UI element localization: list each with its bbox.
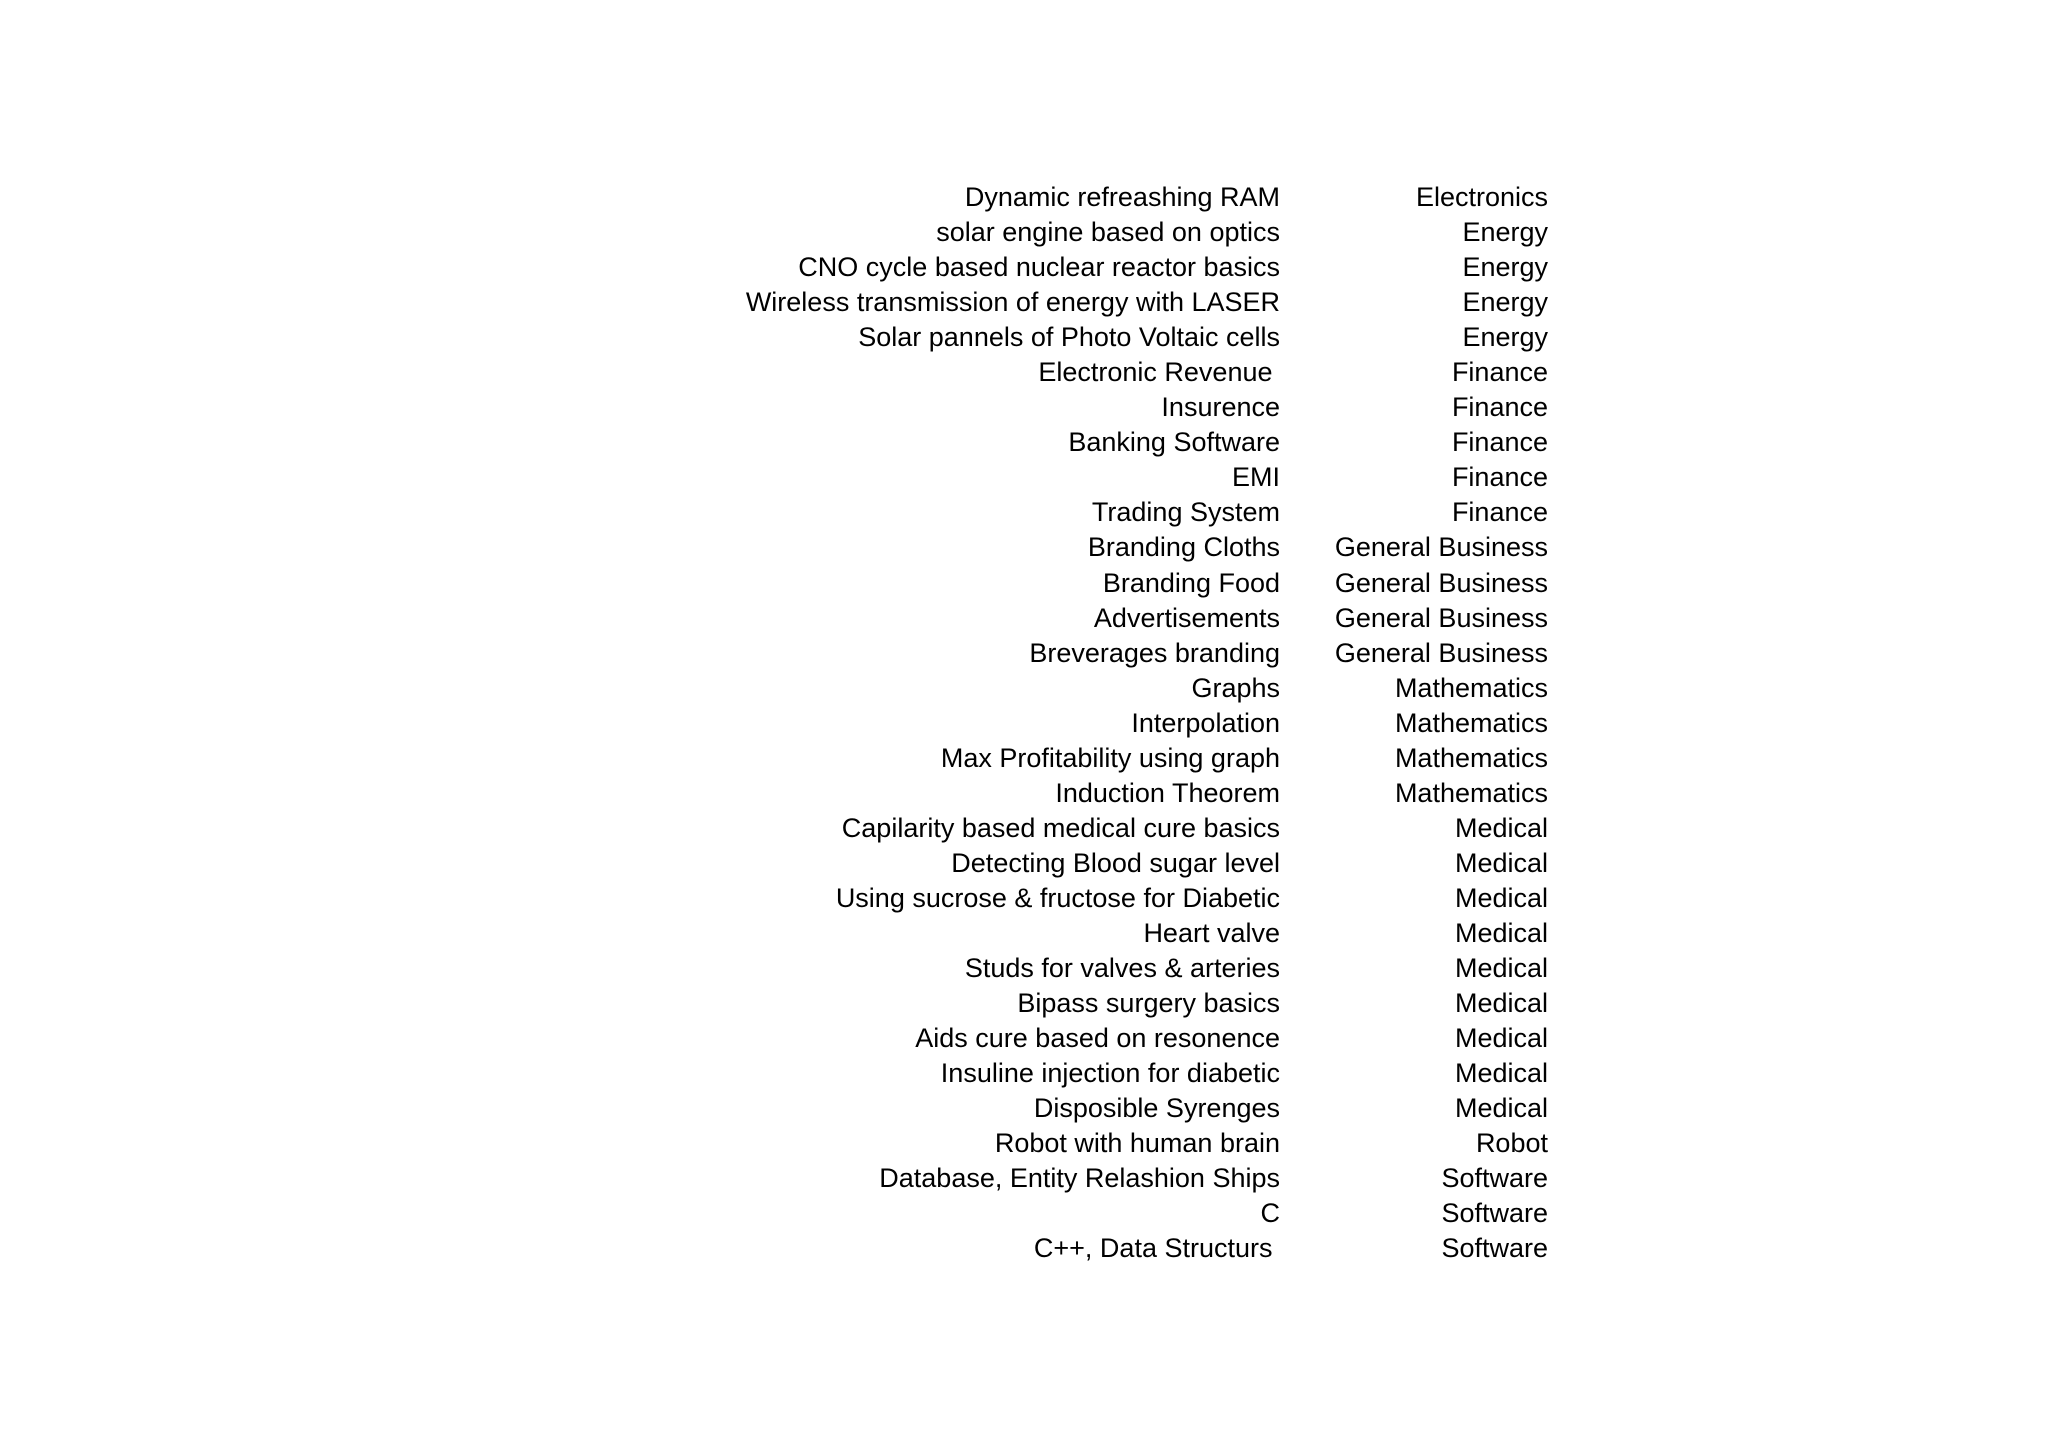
category-cell: General Business [1334, 567, 1548, 598]
table-row [0, 1091, 2048, 1126]
category-cell: Mathematics [1394, 672, 1548, 703]
category-cell: Software [1441, 1163, 1548, 1194]
topic-cell: Database, Entity Relashion Ships [879, 1163, 1280, 1194]
topic-cell: Bipass surgery basics [1017, 988, 1280, 1019]
topic-cell: C++, Data Structurs [1033, 1233, 1280, 1264]
table-row [0, 355, 2048, 390]
table-row [0, 916, 2048, 951]
table-row [0, 811, 2048, 846]
table-row [0, 320, 2048, 355]
topic-cell: Dynamic refreashing RAM [964, 182, 1280, 212]
category-cell: General Business [1334, 602, 1548, 633]
table-row [0, 636, 2048, 671]
table-row [0, 1021, 2048, 1056]
topic-cell: CNO cycle based nuclear reactor basics [798, 252, 1280, 283]
topic-cell: Breverages branding [1029, 637, 1280, 668]
table-row [0, 425, 2048, 460]
topic-cell: Max Profitability using graph [940, 742, 1280, 773]
table-row [0, 1231, 2048, 1266]
category-cell: Medical [1454, 1023, 1548, 1054]
category-cell: Energy [1462, 322, 1548, 353]
table-row [0, 530, 2048, 565]
table-row [0, 881, 2048, 916]
category-cell: Energy [1462, 252, 1548, 283]
table-row [0, 566, 2048, 601]
category-cell: Medical [1454, 917, 1548, 948]
table-row [0, 741, 2048, 776]
category-cell: Software [1441, 1233, 1548, 1264]
topic-cell: Branding Food [1102, 567, 1280, 598]
table-row [0, 1126, 2048, 1161]
topic-cell: Insurence [1161, 392, 1280, 423]
topic-cell: Detecting Blood sugar level [951, 847, 1280, 878]
table-row [0, 776, 2048, 811]
table-row [0, 706, 2048, 741]
topic-cell: C [1260, 1198, 1280, 1229]
table-row [0, 250, 2048, 285]
category-cell: Finance [1451, 392, 1548, 423]
category-cell: Finance [1451, 497, 1548, 528]
category-cell: Energy [1462, 287, 1548, 318]
category-cell: Medical [1454, 882, 1548, 913]
topic-cell: Aids cure based on resonence [915, 1023, 1280, 1054]
category-cell: Finance [1451, 462, 1548, 493]
category-cell: Mathematics [1394, 777, 1548, 808]
category-cell: Mathematics [1394, 707, 1548, 738]
topic-cell: EMI [1231, 462, 1280, 493]
table-row [0, 1161, 2048, 1196]
category-cell: Robot [1475, 1128, 1548, 1159]
category-cell: Medical [1454, 953, 1548, 984]
table-row [0, 1056, 2048, 1091]
table-row [0, 671, 2048, 706]
category-cell: Software [1441, 1198, 1548, 1229]
category-cell: Medical [1454, 812, 1548, 843]
topic-cell: Using sucrose & fructose for Diabetic [835, 882, 1280, 913]
table-row [0, 460, 2048, 495]
category-cell: Mathematics [1394, 742, 1548, 773]
topic-cell: Solar pannels of Photo Voltaic cells [858, 322, 1280, 353]
topic-cell: Banking Software [1068, 427, 1280, 458]
topic-cell: Electronic Revenue [1038, 357, 1280, 388]
category-cell: Medical [1454, 1058, 1548, 1089]
topic-cell: Branding Cloths [1087, 532, 1280, 563]
category-cell: Energy [1462, 217, 1548, 248]
topic-table [0, 180, 2048, 1266]
category-cell: General Business [1334, 532, 1548, 563]
topic-cell: Induction Theorem [1055, 777, 1280, 808]
topic-cell: solar engine based on optics [936, 217, 1280, 248]
category-cell: Medical [1454, 847, 1548, 878]
table-row [0, 215, 2048, 250]
category-cell: Finance [1451, 427, 1548, 458]
table-row [0, 601, 2048, 636]
topic-cell: Insuline injection for diabetic [940, 1058, 1280, 1089]
topic-cell: Interpolation [1131, 707, 1280, 738]
category-cell: Electronics [1415, 182, 1548, 212]
category-cell: Medical [1454, 988, 1548, 1019]
topic-cell: Wireless transmission of energy with LASER [745, 287, 1280, 318]
table-row [0, 1196, 2048, 1231]
topic-cell: Advertisements [1093, 602, 1280, 633]
topic-cell: Graphs [1191, 672, 1280, 703]
topic-cell: Capilarity based medical cure basics [841, 812, 1280, 843]
topic-cell: Robot with human brain [994, 1128, 1280, 1159]
table-row [0, 951, 2048, 986]
table-row [0, 986, 2048, 1021]
table-row [0, 285, 2048, 320]
category-cell: Medical [1454, 1093, 1548, 1124]
table-row [0, 846, 2048, 881]
table-row [0, 495, 2048, 530]
category-cell: Finance [1451, 357, 1548, 388]
topic-cell: Disposible Syrenges [1033, 1093, 1280, 1124]
topic-cell: Heart valve [1143, 917, 1280, 948]
category-cell: General Business [1334, 637, 1548, 668]
topic-cell: Studs for valves & arteries [964, 953, 1280, 984]
table-row [0, 390, 2048, 425]
topic-cell: Trading System [1091, 497, 1280, 528]
table-row [0, 180, 2048, 215]
